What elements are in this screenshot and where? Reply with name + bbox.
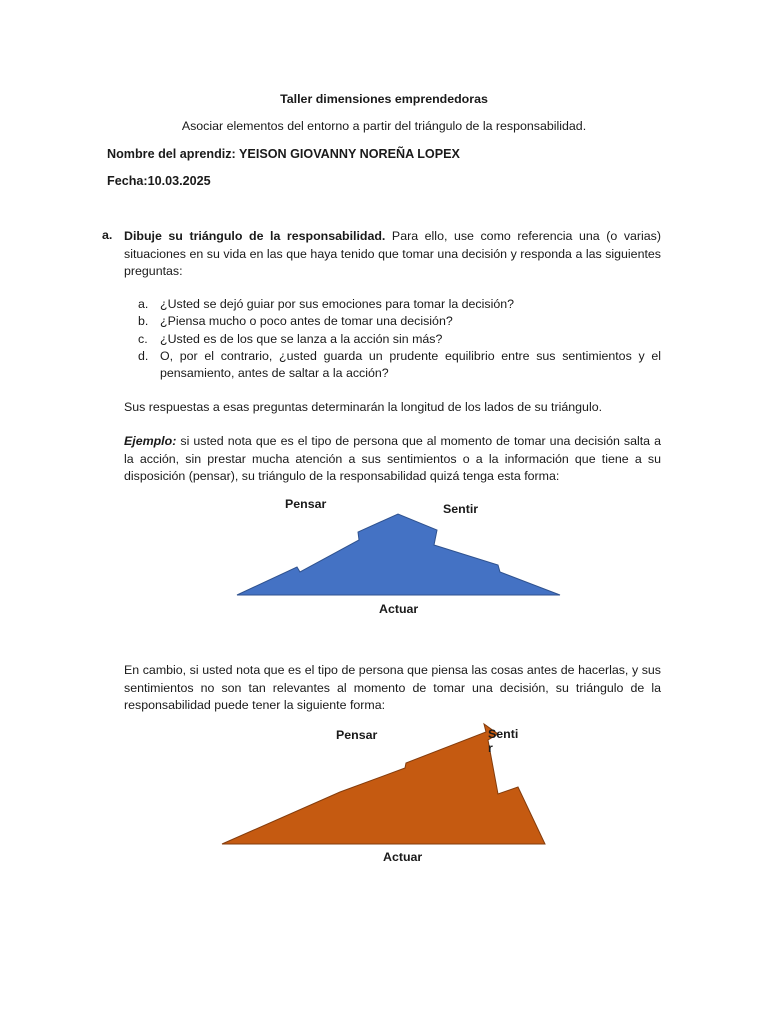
document-title: Taller dimensiones emprendedoras (280, 92, 488, 106)
figure-2-actuar-label: Actuar (383, 850, 423, 864)
answers-note: Sus respuestas a esas preguntas determinarán la longitud de los lados de su triángulo. (124, 400, 603, 414)
question-marker: c. (138, 331, 148, 346)
question-marker: a. (138, 297, 149, 311)
question-text: O, por el contrario, ¿usted guarda un prudente equilibrio entre sus sentimientos y el pensamiento, antes de saltar a la acción? (160, 348, 661, 381)
question-marker: b. (138, 314, 149, 329)
question-text: ¿Usted es de los que se lanza a la acción sin más? (160, 331, 443, 346)
document-subtitle: Asociar elementos del entorno a partir del triángulo de la responsabilidad. (181, 119, 587, 133)
otherwise-paragraph: En cambio, si usted nota que es el tipo de persona que piensa las cosas antes de hacerlas, y sus sentimientos no son tan relevantes al momento de tomar una decisión, su triángulo de la responsabilidad puede tener la siguiente forma: (124, 663, 661, 712)
item-a-instructions: Para ello, use como referencia una (o varias) situaciones en su vida en las que haya tenido que tomar una decisión y responda a las siguientes preguntas: (124, 229, 661, 278)
figure-1-pensar-label: Pensar (285, 497, 327, 511)
figure-1-actuar-label: Actuar (379, 602, 419, 616)
question-marker: d. (138, 348, 149, 363)
item-a-marker: a. (102, 228, 113, 242)
figure-1-sentir-label: Sentir (443, 502, 479, 516)
triangle-1-shape (237, 514, 560, 595)
example-lead: Ejemplo: (124, 434, 177, 448)
item-a-bold-lead: Dibuje su triángulo de la responsabilidad. (124, 229, 386, 243)
example-text: si usted nota que es el tipo de persona que al momento de tomar una decisión salta a la acción, sin prestar mucha atención a sus sentimientos o a la información que tiene a su disposición (pensar), su triángulo de la responsabilidad quizá tenga esta forma: (124, 434, 661, 483)
question-text: ¿Piensa mucho o poco antes de tomar una decisión? (160, 314, 453, 329)
question-text: ¿Usted se dejó guiar por sus emociones para tomar la decisión? (160, 297, 515, 311)
student-name: Nombre del aprendiz: YEISON GIOVANNY NOREÑA LOPEX (107, 147, 460, 161)
date-line: Fecha:10.03.2025 (107, 174, 211, 188)
figure-2-pensar-label: Pensar (336, 728, 378, 742)
figure-2-sentir-label: Sentir (488, 727, 519, 755)
